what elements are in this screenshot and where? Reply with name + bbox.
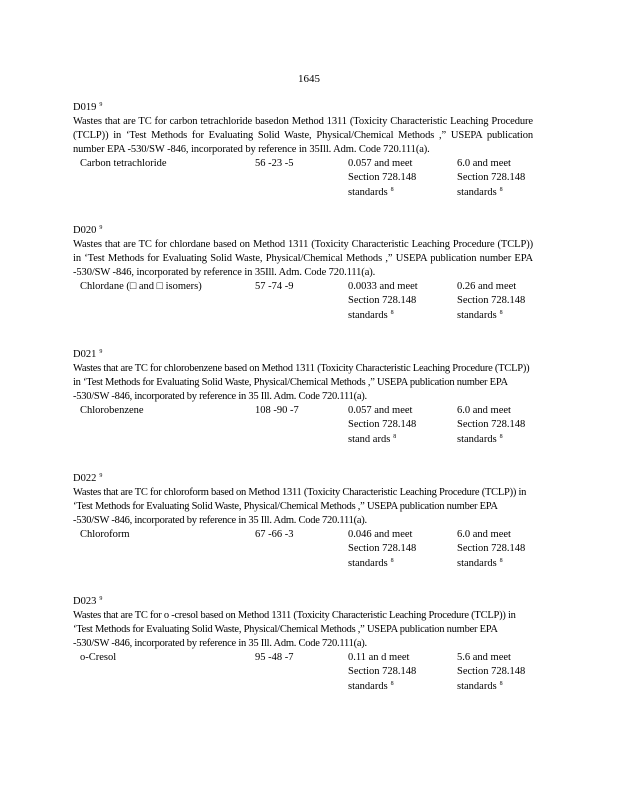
nonwastewater-standard: 6.0 and meet Section 728.148 standards $^8$ xyxy=(457,157,526,199)
cas-number: 108 -90 -7 xyxy=(255,404,299,416)
waste-description: Wastes that are TC for chloroform based on Method 1311 (Toxicity Characteristic Leaching Procedure (TCLP)) in ‘Test Methods for Evaluating Solid Waste, Physical/Chemical Methods ,” USEPA publication number EPA -530/SW -846, incorporated by reference in 35 Ill. Adm. Code 720.111(a). xyxy=(73,486,527,526)
footnote-ref: 9 xyxy=(99,225,103,231)
wastewater-standard: 0.0033 and meet Section 728.148 standards $^8$ xyxy=(348,280,418,322)
cas-number: 56 -23 -5 xyxy=(255,157,294,169)
page-number: 1645 xyxy=(298,73,320,85)
waste-entry xyxy=(73,222,533,322)
waste-code: D020 $^9$ xyxy=(73,225,103,236)
wastewater-standard: 0.046 and meet Section 728.148 standards $^8$ xyxy=(348,528,417,570)
constituent-row xyxy=(73,280,533,322)
constituent-name: o-Cresol xyxy=(80,651,117,663)
footnote-ref: 9 xyxy=(99,596,103,602)
wastewater-standard: 0.057 and meet Section 728.148 stand ards $^8$ xyxy=(348,404,417,446)
nonwastewater-standard: 5.6 and meet Section 728.148 standards $^8$ xyxy=(457,651,526,693)
constituent-row xyxy=(73,528,533,570)
waste-code: D023 $^9$ xyxy=(73,596,103,607)
constituent-name: Chloroform xyxy=(80,528,130,540)
constituent-row xyxy=(73,651,533,693)
waste-entry xyxy=(73,346,533,446)
waste-entry xyxy=(73,99,533,199)
wastewater-standard: 0.057 and meet Section 728.148 standards $^8$ xyxy=(348,157,417,199)
nonwastewater-standard: 0.26 and meet Section 728.148 standards $^8$ xyxy=(457,280,526,322)
constituent-row xyxy=(73,404,533,446)
waste-entry xyxy=(73,470,533,570)
waste-description: Wastes that are TC for o -cresol based on Method 1311 (Toxicity Characteristic Leaching Procedure (TCLP)) in ‘Test Methods for Evaluating Solid Waste, Physical/Chemical Methods ,” USEPA publication number EPA -530/SW -846, incorporated by reference in 35 Ill. Adm. Code 720.111(a). xyxy=(73,609,516,649)
waste-code: D022 $^9$ xyxy=(73,473,103,484)
constituent-name: Chlorobenzene xyxy=(80,404,144,416)
cas-number: 67 -66 -3 xyxy=(255,528,294,540)
constituent-row xyxy=(73,157,533,199)
cas-number: 57 -74 -9 xyxy=(255,280,294,292)
nonwastewater-standard: 6.0 and meet Section 728.148 standards $^8$ xyxy=(457,528,526,570)
constituent-name: Chlordane (□ and □ isomers) xyxy=(80,280,202,292)
footnote-ref: 9 xyxy=(99,102,103,108)
footnote-ref: 9 xyxy=(99,349,103,355)
waste-code: D019 $^9$ xyxy=(73,102,103,113)
cas-number: 95 -48 -7 xyxy=(255,651,294,663)
waste-code: D021 $^9$ xyxy=(73,349,103,360)
nonwastewater-standard: 6.0 and meet Section 728.148 standards $^8$ xyxy=(457,404,526,446)
waste-description: Wastes that are TC for chlorobenzene based on Method 1311 (Toxicity Characteristic Leaching Procedure (TCLP)) in ‘Test Methods for Evaluating Solid Waste, Physical/Chemical Methods ,” USEPA publication number EPA -530/SW -846, incorporated by reference in 35 Ill. Adm. Code 720.111(a). xyxy=(73,362,530,402)
waste-description: Wastes that are TC for carbon tetrachloride basedon Method 1311 (Toxicity Characteristic Leaching Procedure (TCLP)) in ‘Test Methods for Evaluating Solid Waste, Physical/Chemical Methods ,” USEPA publication number EPA -530/SW -846, incorporated by reference in 35Ill. Adm. Code 720.111(a). xyxy=(73,115,533,155)
waste-description: Wastes that are TC for chlordane based on Method 1311 (Toxicity Characteristic Leaching Procedure (TCLP)) in ‘Test Methods for Evaluating Solid Waste, Physical/Chemical Methods ,” USEPA publication number EPA -530/SW -846, incorporated by reference in 35Ill. Adm. Code 720.111(a). xyxy=(73,238,533,278)
waste-entry xyxy=(73,593,533,693)
footnote-ref: 9 xyxy=(99,473,103,479)
constituent-name: Carbon tetrachloride xyxy=(80,157,167,169)
wastewater-standard: 0.11 an d meet Section 728.148 standards $^8$ xyxy=(348,651,417,693)
